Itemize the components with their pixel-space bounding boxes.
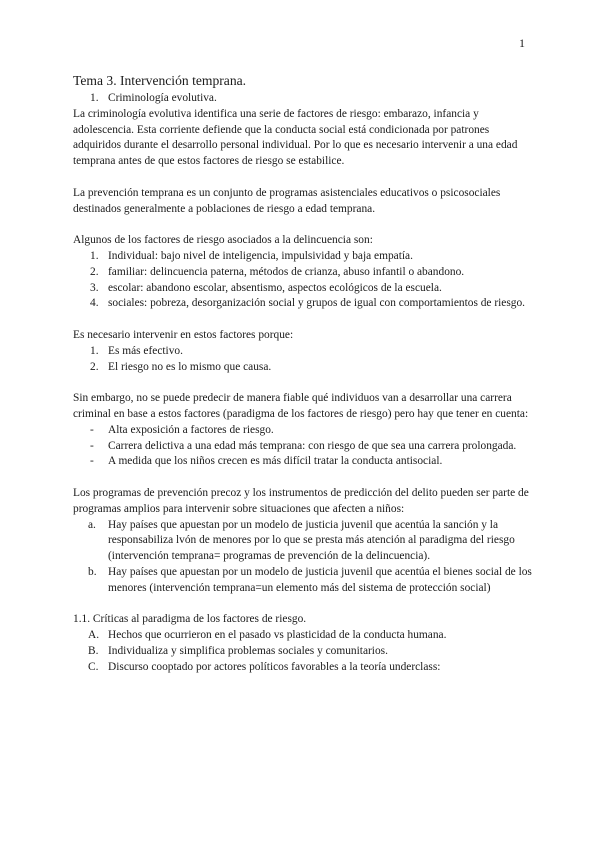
list-marker: -: [90, 423, 94, 436]
subsection-heading: 1.1. Críticas al paradigma de los factores de riesgo.: [73, 613, 307, 626]
paragraph-criminologia: La criminología evolutiva identifica una serie de factores de riesgo: embarazo, infancia y adolescencia. Esta corriente defiende que la conducta social está condicionada por patrones adquiridos durante el desarrollo personal individual. Por lo que es necesario intervenir a una edad temprana antes de que estos factores de riesgo se estabilice.: [73, 107, 518, 168]
list-item: [73, 249, 533, 265]
list-item: [73, 265, 533, 281]
paragraph-programas: Los programas de prevención precoz y los instrumentos de predicción del delito pueden ser parte de programas amplios para intervenir sobre situaciones que afecten a niños:: [73, 486, 529, 515]
list-item: [73, 344, 533, 360]
section-list: [73, 91, 533, 107]
list-marker: 2.: [90, 265, 99, 278]
list-item-text: Es más efectivo.: [108, 344, 183, 357]
risk-factors-list: [73, 249, 533, 312]
list-item-text: Hay países que apuestan por un modelo de justicia juvenil que acentúa la sanción y la responsabiliza lvón de menores por lo que se presta más atención al paradigma del riesgo (intervención temprana= programas de prevención de la delincuencia).: [108, 518, 515, 563]
list-item: [73, 439, 533, 455]
however-list: [73, 423, 533, 470]
list-item: [73, 565, 533, 597]
list-item-text: Hechos que ocurrieron en el pasado vs plasticidad de la conducta humana.: [108, 629, 447, 642]
list-marker: C.: [88, 660, 99, 673]
paragraph-prevencion: La prevención temprana es un conjunto de programas asistenciales educativos o psicosociales destinados generalmente a poblaciones de riesgo a edad temprana.: [73, 186, 501, 215]
list-marker: b.: [88, 565, 97, 578]
list-item-text: A medida que los niños crecen es más difícil tratar la conducta antisocial.: [108, 455, 443, 468]
list-marker: -: [90, 439, 94, 452]
list-marker: A.: [88, 629, 100, 642]
list-marker: 1.: [90, 92, 99, 104]
list-item: [73, 91, 533, 107]
document-title: Tema 3. Intervención temprana.: [73, 73, 247, 88]
list-marker: 1.: [90, 249, 99, 262]
list-item-text: familiar: delincuencia paterna, métodos de crianza, abuso infantil o abandono.: [108, 265, 465, 278]
list-item: [73, 360, 533, 376]
list-item-text: Individualiza y simplifica problemas sociales y comunitarios.: [108, 644, 388, 657]
list-item-text: Alta exposición a factores de riesgo.: [108, 423, 274, 436]
list-marker: 1.: [90, 344, 99, 357]
paragraph-factores-intro: Algunos de los factores de riesgo asociados a la delincuencia son:: [73, 234, 373, 247]
list-item: [73, 644, 533, 660]
list-item: [73, 454, 533, 470]
list-item: [73, 660, 533, 676]
list-marker: 3.: [90, 281, 99, 294]
list-item-text: Carrera delictiva a una edad más temprana: con riesgo de que sea una carrera prolongada.: [108, 439, 517, 452]
list-marker: 2.: [90, 360, 99, 373]
list-item: [73, 518, 533, 565]
programs-list: [73, 518, 533, 597]
list-marker: -: [90, 455, 94, 468]
paragraph-intervenir-intro: Es necesario intervenir en estos factores porque:: [73, 328, 294, 341]
list-item-text: Individual: bajo nivel de inteligencia, impulsividad y baja empatía.: [108, 249, 413, 262]
list-item-text: El riesgo no es lo mismo que causa.: [108, 360, 272, 373]
document-body: [73, 72, 533, 675]
list-marker: 4.: [90, 297, 99, 310]
list-item-text: Criminología evolutiva.: [108, 92, 217, 104]
paragraph-sin-embargo: Sin embargo, no se puede predecir de manera fiable qué individuos van a desarrollar una carrera criminal en base a estos factores (paradigma de los factores de riesgo) pero hay que tener en cuenta:: [73, 392, 529, 420]
list-item-text: escolar: abandono escolar, absentismo, aspectos ecológicos de la escuela.: [108, 281, 442, 294]
list-marker: B.: [88, 644, 99, 657]
list-item: [73, 423, 533, 439]
page-number: 1: [519, 36, 525, 50]
list-item-text: Discurso cooptado por actores políticos favorables a la teoría underclass:: [108, 660, 441, 673]
list-item-text: sociales: pobreza, desorganización social y grupos de igual con comportamientos de riesgo.: [108, 297, 526, 310]
critiques-list: [73, 628, 533, 675]
list-item: [73, 628, 533, 644]
list-item-text: Hay países que apuestan por un modelo de justicia juvenil que acentúa el bienes social de los menores (intervención temprana=un elemento más del sistema de protección social): [108, 565, 532, 594]
list-item: [73, 281, 533, 297]
list-item: [73, 296, 533, 312]
list-marker: a.: [88, 518, 96, 531]
intervene-list: [73, 344, 533, 376]
